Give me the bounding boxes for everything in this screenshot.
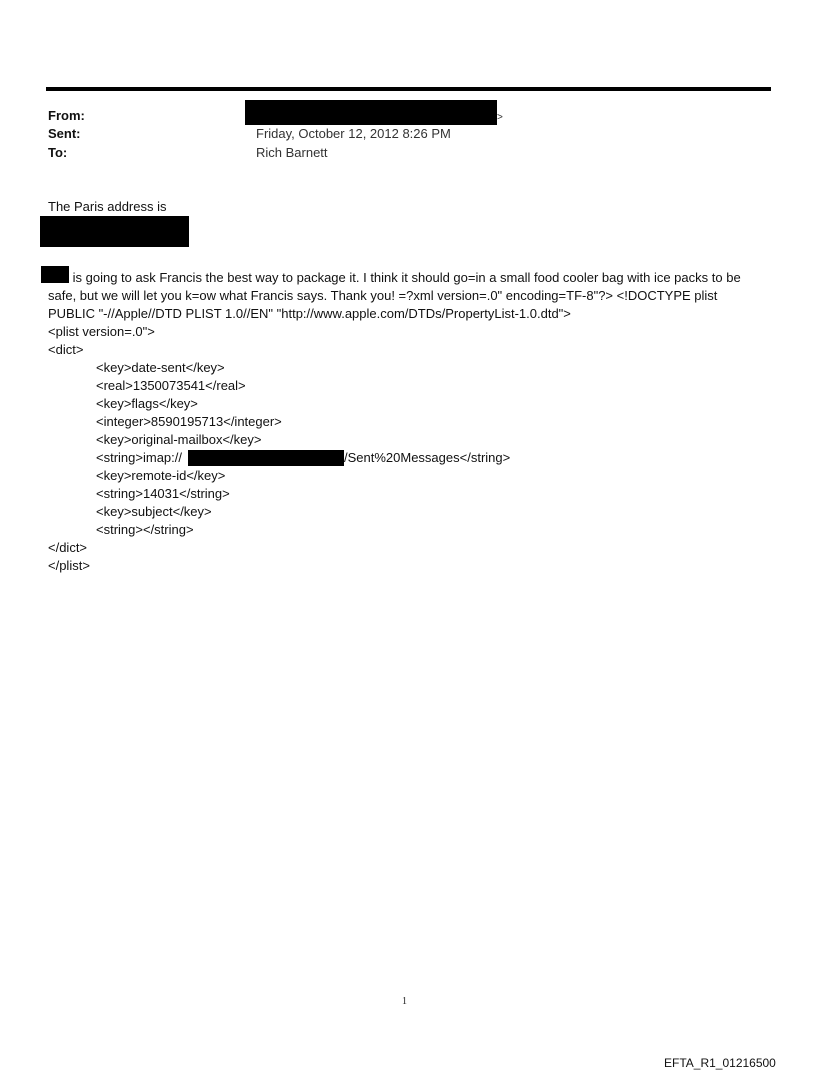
plist-line: <key>remote-id</key> bbox=[96, 468, 226, 483]
plist-line: <string>14031</string> bbox=[96, 486, 230, 501]
plist-line: <key>flags</key> bbox=[96, 396, 198, 411]
message-line-2: safe, but we will let you k=ow what Francis says. Thank you! =?xml version=.0" encoding=TF-8"?> <!DOCTYPE plist bbox=[48, 288, 718, 303]
document-id: EFTA_R1_01216500 bbox=[664, 1056, 776, 1070]
dict-close-tag: </dict> bbox=[48, 540, 88, 555]
name-redaction bbox=[41, 266, 69, 283]
imap-redaction bbox=[188, 450, 344, 466]
imap-path-tail: /Sent%20Messages</string> bbox=[344, 450, 511, 465]
message-line-3: PUBLIC "-//Apple//DTD PLIST 1.0//EN" "http://www.apple.com/DTDs/PropertyList-1.0.dtd"> bbox=[48, 306, 571, 321]
plist-open-tag: <plist version=.0"> bbox=[48, 324, 155, 339]
to-label: To: bbox=[48, 145, 68, 160]
page-number: 1 bbox=[402, 996, 407, 1007]
plist-line: <string></string> bbox=[96, 522, 194, 537]
from-value-tail: > bbox=[497, 112, 503, 123]
sent-label: Sent: bbox=[48, 126, 81, 141]
plist-close-tag: </plist> bbox=[48, 558, 90, 573]
plist-line: <key>date-sent</key> bbox=[96, 360, 225, 375]
from-label: From: bbox=[48, 108, 85, 123]
header-rule bbox=[46, 87, 771, 91]
sent-value: Friday, October 12, 2012 8:26 PM bbox=[256, 126, 451, 141]
plist-line: <real>1350073541</real> bbox=[96, 378, 246, 393]
dict-open-tag: <dict> bbox=[48, 342, 84, 357]
to-value: Rich Barnett bbox=[256, 145, 328, 160]
plist-line: <integer>8590195713</integer> bbox=[96, 414, 282, 429]
paris-address-line: The Paris address is bbox=[48, 199, 167, 214]
plist-line: <key>original-mailbox</key> bbox=[96, 432, 262, 447]
address-redaction bbox=[40, 216, 189, 247]
plist-line: <key>subject</key> bbox=[96, 504, 212, 519]
from-redaction bbox=[245, 100, 497, 125]
message-line-1: is going to ask Francis the best way to package it. I think it should go=in a small food cooler bag with ice packs to be bbox=[69, 270, 741, 285]
plist-line: <string>imap:// bbox=[96, 450, 182, 465]
